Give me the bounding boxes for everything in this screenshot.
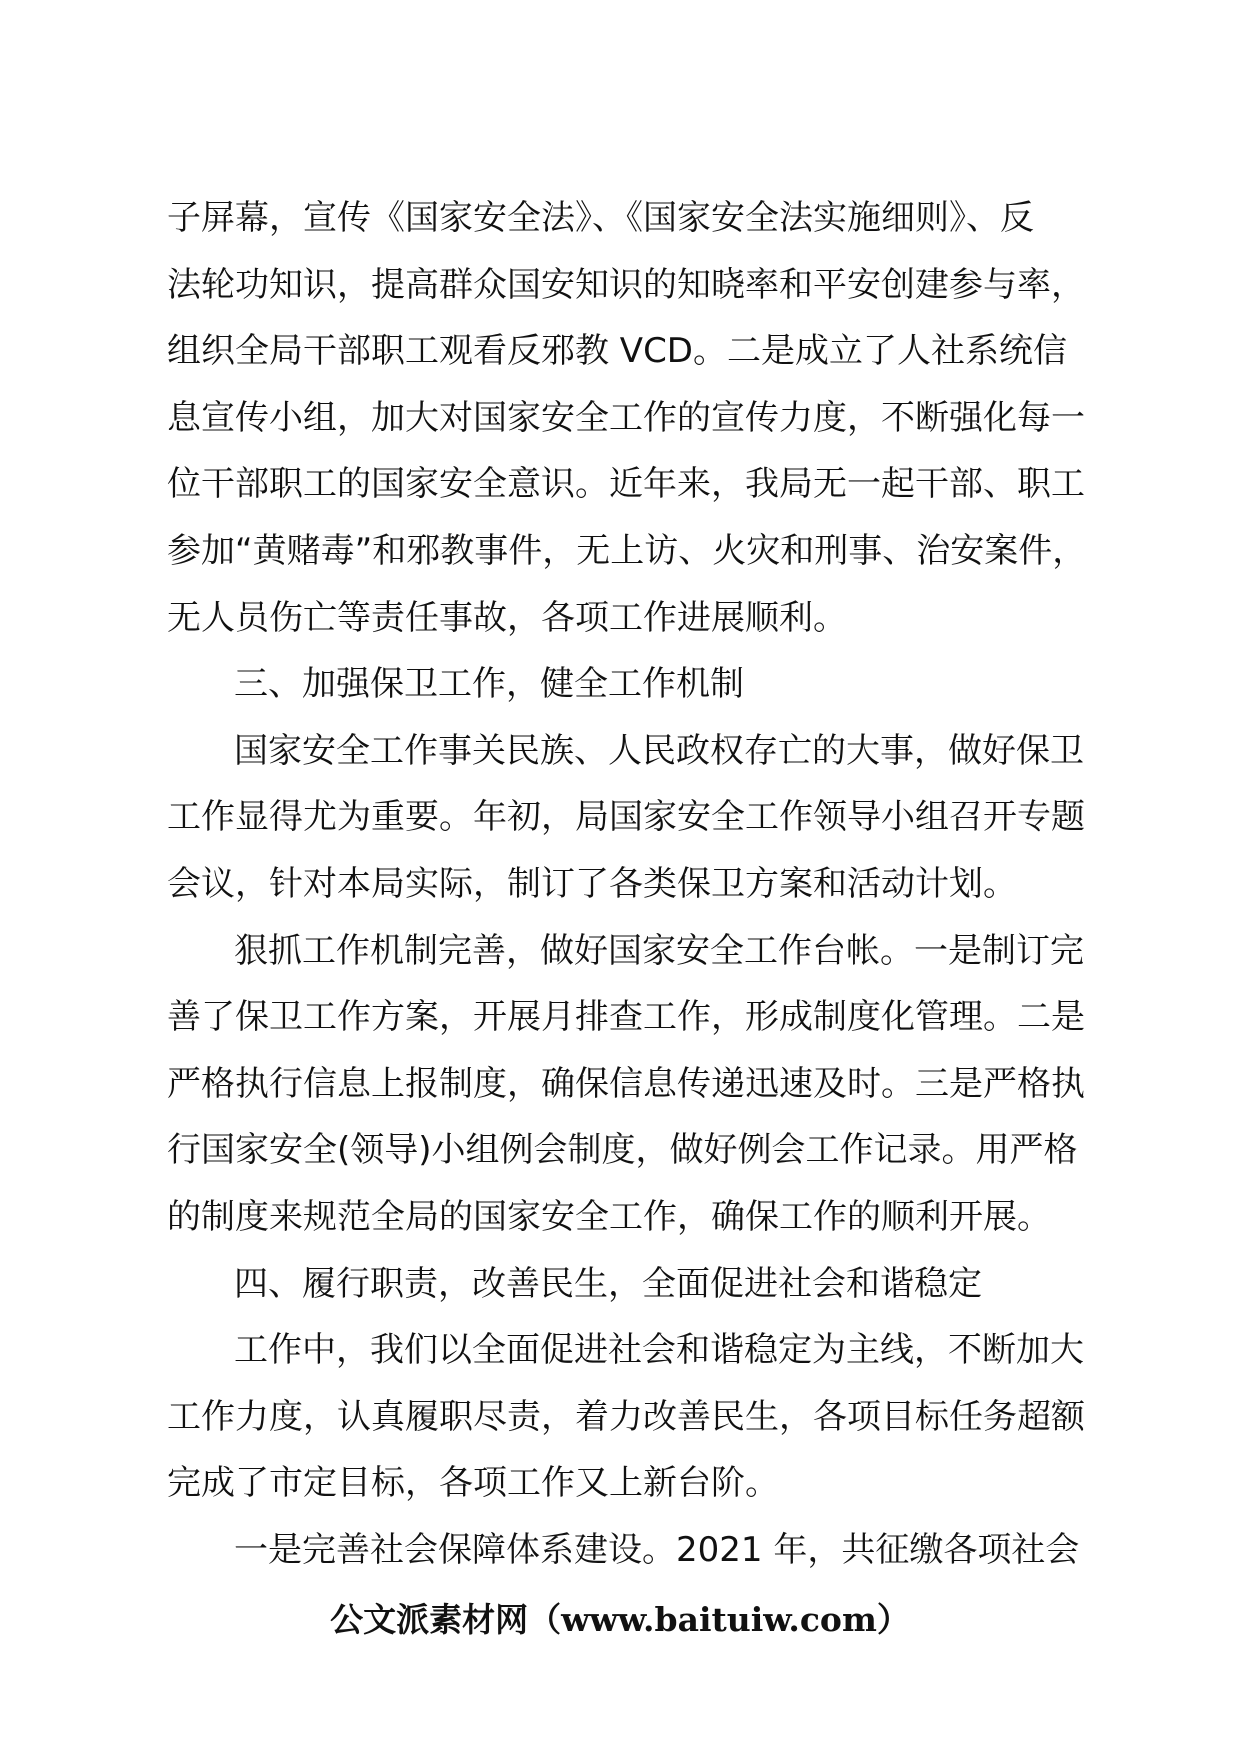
text-line: 息宣传小组，加大对国家安全工作的宣传力度，不断强化每一 xyxy=(167,397,1085,438)
text-line: 法轮功知识，提高群众国安知识的知晓率和平安创建参与率， xyxy=(167,264,1085,305)
text-line: 完成了市定目标，各项工作又上新台阶。 xyxy=(167,1463,779,1504)
text-line: 位干部职工的国家安全意识。近年来，我局无一起干部、职工 xyxy=(167,464,1085,505)
text-line: 参加“黄赌毒”和邪教事件，无上访、火灾和刑事、治安案件， xyxy=(167,530,1087,571)
text-line: 会议，针对本局实际，制订了各类保卫方案和活动计划。 xyxy=(167,863,1017,904)
text-line: 工作中，我们以全面促进社会和谐稳定为主线，不断加大 xyxy=(234,1330,1084,1371)
section-heading: 四、履行职责，改善民生，全面促进社会和谐稳定 xyxy=(234,1263,982,1304)
text-line: 的制度来规范全局的国家安全工作，确保工作的顺利开展。 xyxy=(167,1196,1051,1237)
text-line: 一是完善社会保障体系建设。2021 年，共征缴各项社会 xyxy=(234,1529,1080,1570)
text-line: 行国家安全(领导)小组例会制度，做好例会工作记录。用严格 xyxy=(167,1130,1078,1171)
text-line: 善了保卫工作方案，开展月排查工作，形成制度化管理。二是 xyxy=(167,997,1085,1038)
text-line: 严格执行信息上报制度，确保信息传递迅速及时。三是严格执 xyxy=(167,1063,1085,1104)
document-body xyxy=(167,185,1107,1583)
text-line: 工作力度，认真履职尽责，着力改善民生，各项目标任务超额 xyxy=(167,1396,1085,1437)
section-heading: 三、加强保卫工作，健全工作机制 xyxy=(234,664,744,705)
text-line: 工作显得尤为重要。年初，局国家安全工作领导小组召开专题 xyxy=(167,797,1085,838)
text-line: 子屏幕，宣传《国家安全法》、《国家安全法实施细则》、反 xyxy=(167,198,1034,238)
footer-watermark: 公文派素材网（www.baituiw.com） xyxy=(330,1600,910,1639)
text-line: 组织全局干部职工观看反邪教 VCD。二是成立了人社系统信 xyxy=(167,331,1067,372)
text-line: 国家安全工作事关民族、人民政权存亡的大事，做好保卫 xyxy=(234,730,1084,771)
text-line: 狠抓工作机制完善，做好国家安全工作台帐。一是制订完 xyxy=(234,930,1084,971)
text-line: 无人员伤亡等责任事故，各项工作进展顺利。 xyxy=(167,597,847,638)
